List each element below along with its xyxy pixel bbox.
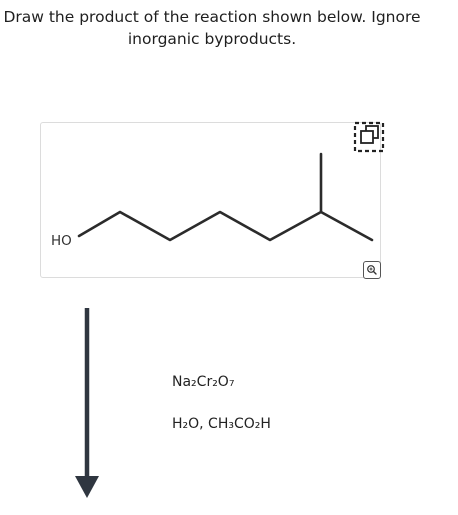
reaction-arrow xyxy=(70,305,106,501)
reagent-oxidant: Na₂Cr₂O₇ xyxy=(172,374,235,390)
zoom-in-icon xyxy=(364,262,380,278)
reagent-solvent-acid: H₂O, CH₃CO₂H xyxy=(172,416,271,432)
copy-to-clipboard-icon xyxy=(353,121,385,153)
zoom-button[interactable] xyxy=(363,261,381,279)
question-line-2: inorganic byproducts. xyxy=(127,30,297,48)
starting-material-panel xyxy=(40,122,381,278)
skeletal-structure xyxy=(41,123,382,279)
carbon-chain-bond xyxy=(79,212,372,240)
hydroxyl-label: HO xyxy=(51,233,72,249)
question-prompt xyxy=(0,6,424,50)
copy-structure-button[interactable] xyxy=(353,121,385,153)
question-line-1: Draw the product of the reaction shown below. Ignore xyxy=(3,8,421,26)
arrow-head-icon xyxy=(75,476,99,498)
